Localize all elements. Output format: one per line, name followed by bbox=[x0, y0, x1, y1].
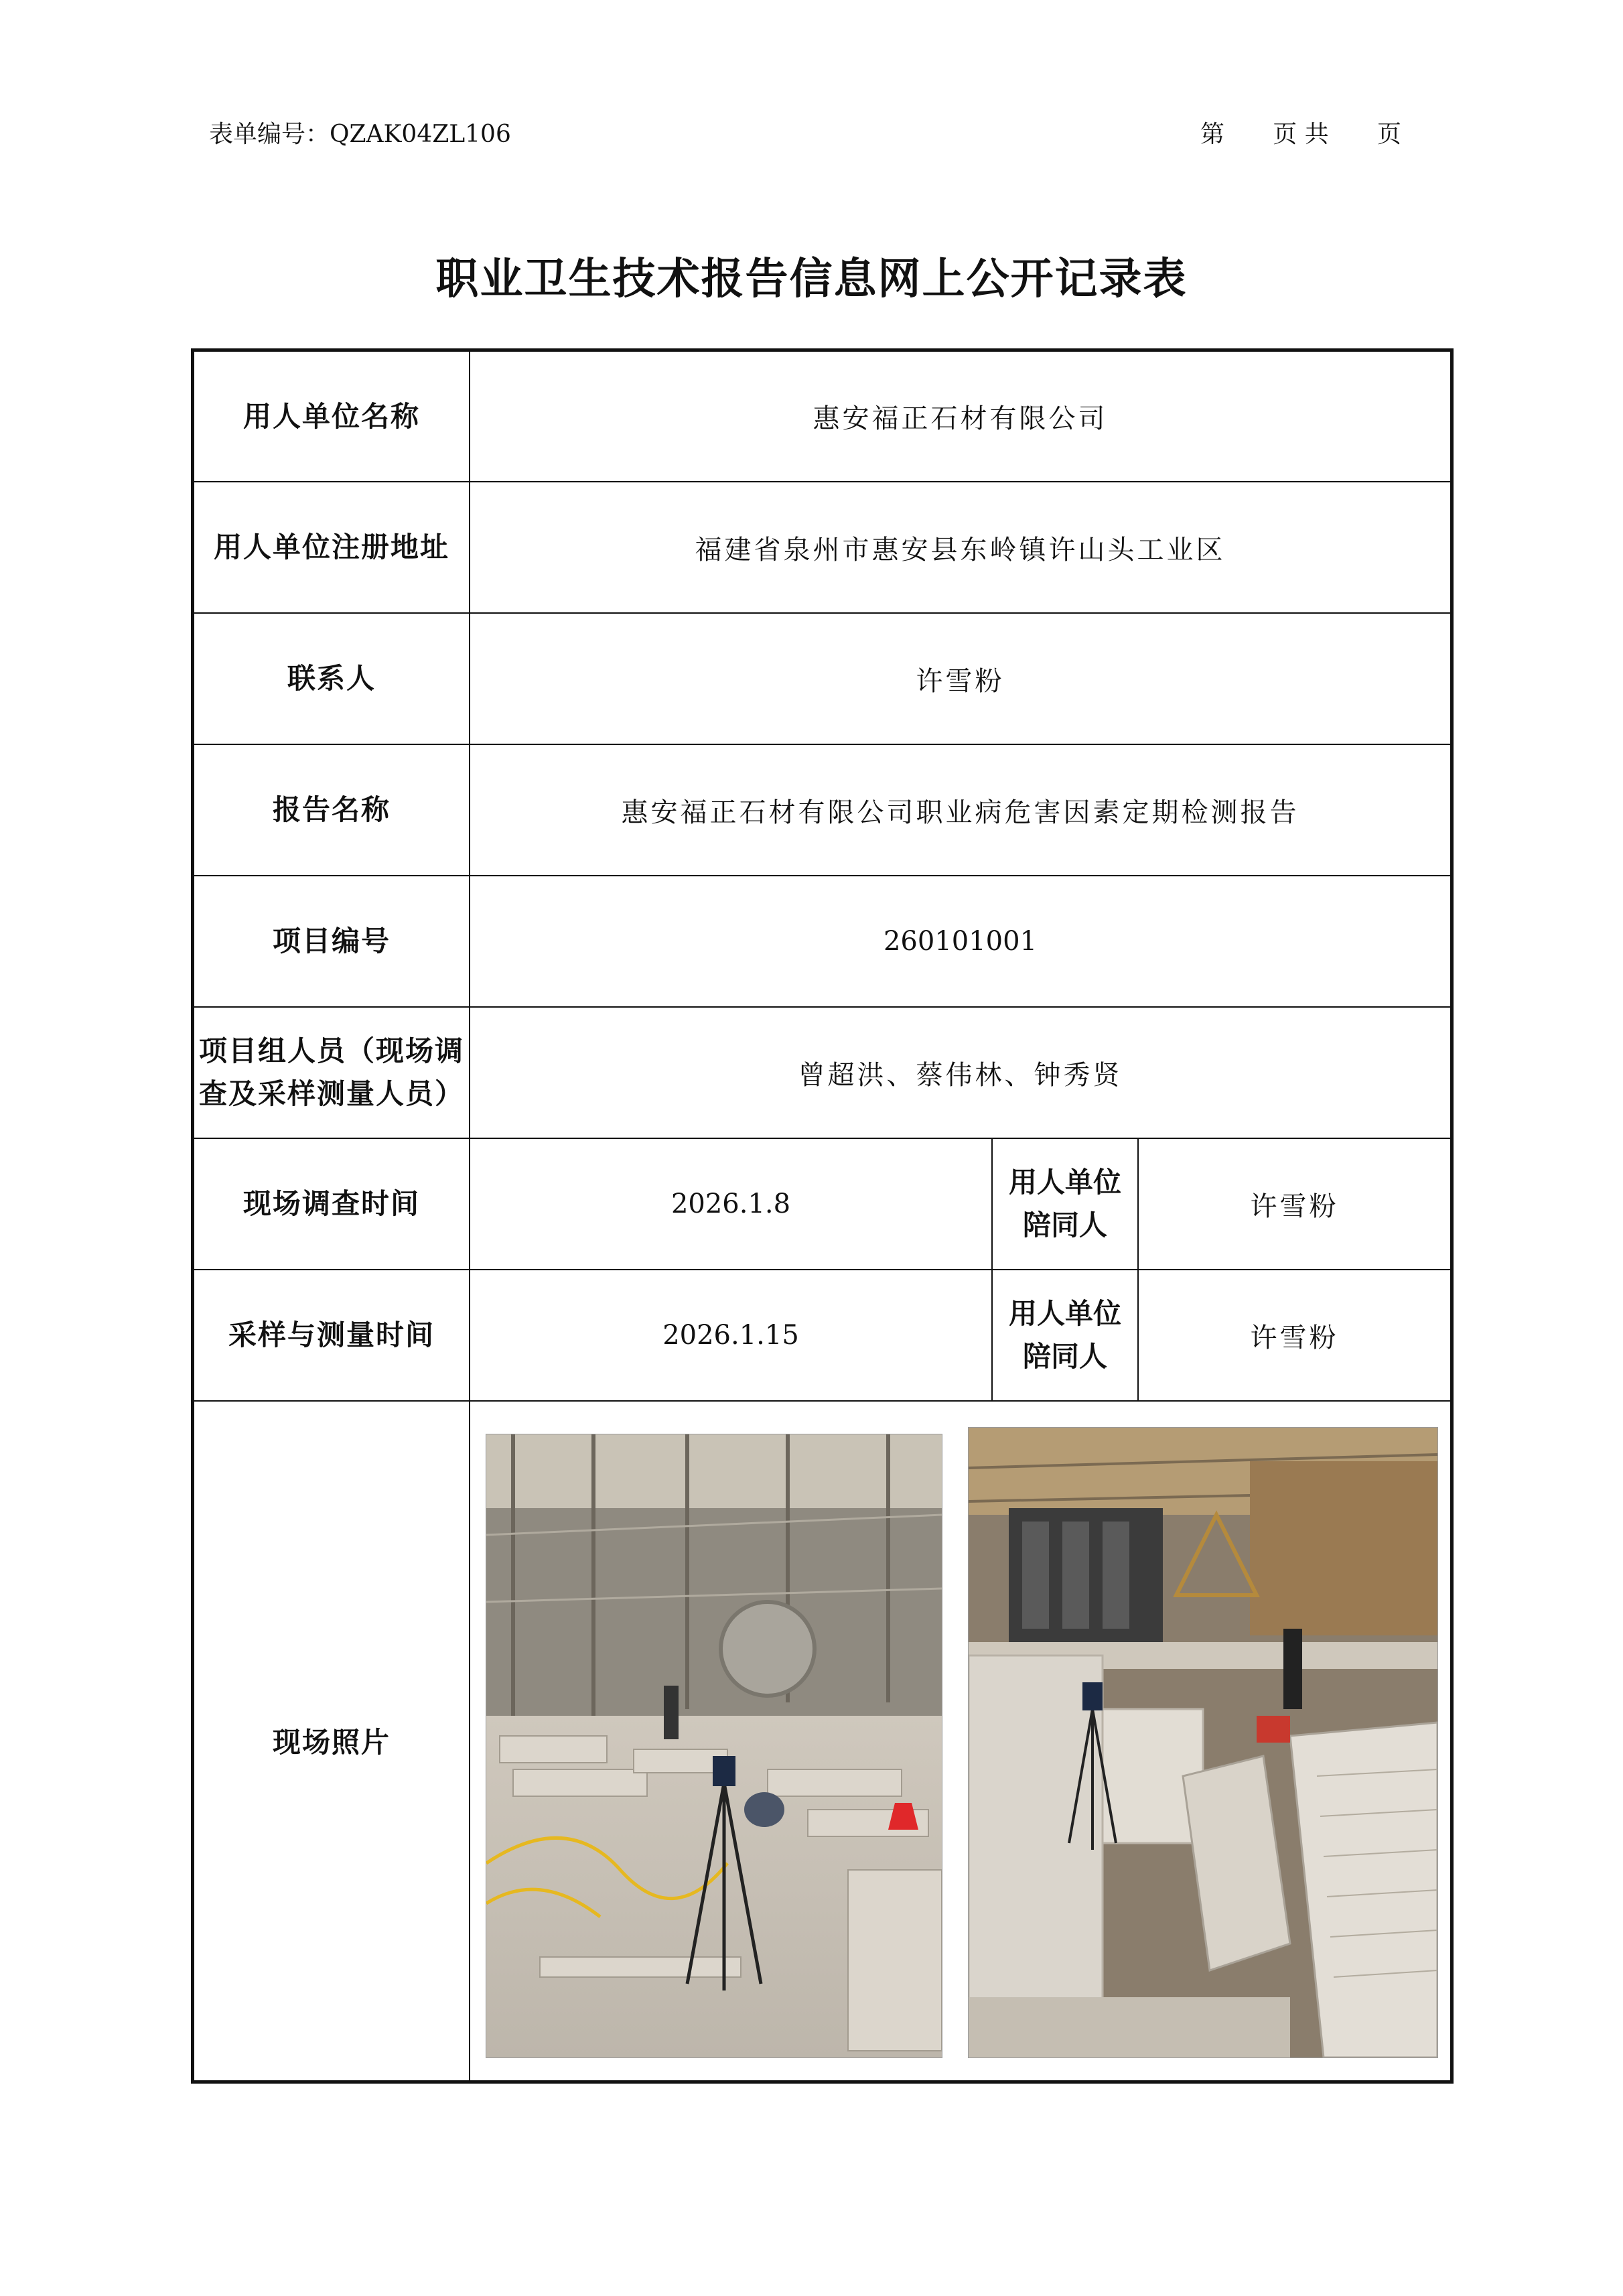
sampling-escort-label-line-1: 用人单位 bbox=[1008, 1297, 1121, 1330]
site-photo-stone-slabs bbox=[968, 1427, 1438, 2058]
survey-time-value: 2026.1.8 bbox=[470, 1139, 993, 1269]
report-label: 报告名称 bbox=[194, 745, 470, 875]
project-number-label: 项目编号 bbox=[194, 876, 470, 1006]
address-label: 用人单位注册地址 bbox=[194, 482, 470, 612]
team-label bbox=[194, 1008, 470, 1138]
team-label-line-2: 查及采样测量人员） bbox=[198, 1077, 464, 1110]
report-value: 惠安福正石材有限公司职业病危害因素定期检测报告 bbox=[621, 797, 1299, 828]
company-value: 惠安福正石材有限公司 bbox=[813, 403, 1108, 434]
page-label-a: 第 bbox=[1200, 121, 1225, 148]
survey-escort-value: 许雪粉 bbox=[1250, 1191, 1339, 1222]
record-table bbox=[191, 348, 1454, 2084]
sampling-escort-value: 许雪粉 bbox=[1250, 1322, 1339, 1353]
row-address bbox=[194, 482, 1450, 614]
survey-escort-label bbox=[993, 1139, 1139, 1269]
sampling-escort-label bbox=[993, 1270, 1139, 1400]
team-label-line-1: 项目组人员（现场调 bbox=[198, 1034, 464, 1067]
address-value: 福建省泉州市惠安县东岭镇许山头工业区 bbox=[695, 534, 1226, 565]
contact-label: 联系人 bbox=[194, 614, 470, 744]
company-label: 用人单位名称 bbox=[194, 352, 470, 481]
row-project-number bbox=[194, 876, 1450, 1008]
photo-label: 现场照片 bbox=[194, 1402, 470, 2084]
sampling-escort-label-line-2: 陪同人 bbox=[1022, 1340, 1107, 1373]
site-photo-workshop bbox=[486, 1434, 942, 2058]
row-survey-time bbox=[194, 1139, 1450, 1270]
form-number: 表单编号：QZAK04ZL106 bbox=[209, 121, 511, 148]
team-value: 曾超洪、蔡伟林、钟秀贤 bbox=[798, 1059, 1123, 1091]
page-indicator bbox=[1200, 115, 1401, 149]
row-report bbox=[194, 745, 1450, 876]
survey-escort-label-line-1: 用人单位 bbox=[1008, 1166, 1121, 1199]
sampling-time-label: 采样与测量时间 bbox=[194, 1270, 470, 1400]
row-sampling-time bbox=[194, 1270, 1450, 1402]
page-label-b: 页 共 bbox=[1273, 121, 1329, 148]
contact-value: 许雪粉 bbox=[916, 665, 1005, 697]
row-company bbox=[194, 352, 1450, 482]
sampling-time-value: 2026.1.15 bbox=[470, 1270, 993, 1400]
survey-time-label: 现场调查时间 bbox=[194, 1139, 470, 1269]
document-title: 职业卫生技术报告信息网上公开记录表 bbox=[435, 254, 1188, 304]
page-label-c: 页 bbox=[1377, 121, 1401, 148]
row-team bbox=[194, 1008, 1450, 1139]
row-contact bbox=[194, 614, 1450, 745]
survey-escort-label-line-2: 陪同人 bbox=[1022, 1209, 1107, 1241]
project-number-value: 260101001 bbox=[883, 926, 1038, 957]
